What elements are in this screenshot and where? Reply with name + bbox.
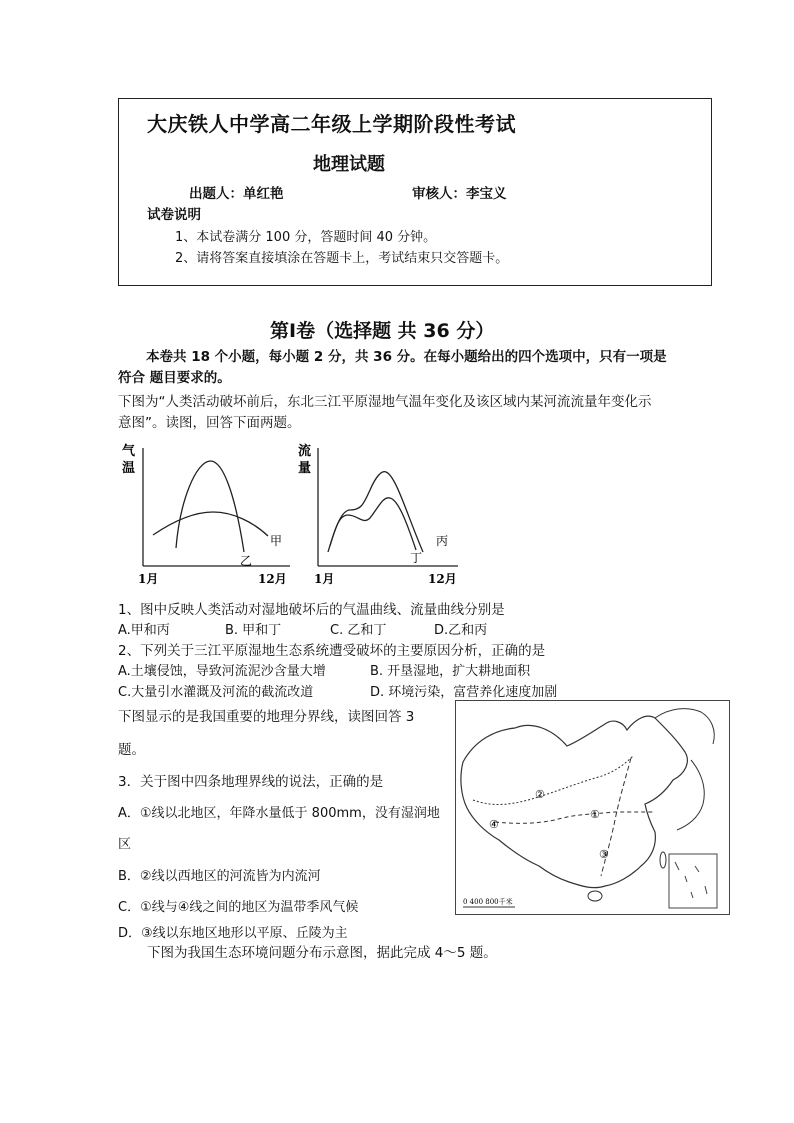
note-item: 2、请将答案直接填涂在答题卡上，考试结束只交答题卡。 (175, 251, 509, 266)
option: A.甲和丙 (118, 623, 170, 638)
temp-x-end: 12月 (258, 572, 287, 586)
option: B．②线以西地区的河流皆为内流河 (118, 869, 321, 884)
temp-curve-flat (153, 512, 268, 536)
intro-line: 本卷共 18 个小题，每小题 2 分，共 36 分。在每小题给出的四个选项中，只有一项是 (146, 349, 667, 365)
reviewer-label: 审核人：李宝义 (412, 186, 507, 202)
school-title: 大庆铁人中学高二年级上学期阶段性考试 (147, 112, 516, 136)
temp-ylabel-1: 气 (122, 444, 136, 459)
option: C.大量引水灌溉及河流的截流改道 (118, 685, 314, 700)
flow-ylabel-2: 量 (298, 461, 312, 476)
figure-temperature-flow (118, 440, 468, 590)
option: C．①线与④线之间的地区为温带季风气候 (118, 900, 359, 915)
flow-curve-double (328, 472, 423, 552)
option: A．①线以北地区，年降水量低于 800mm，没有湿润地 (118, 806, 440, 821)
temp-curve-peak (176, 461, 244, 552)
line-label-4: ④ (489, 818, 499, 831)
subject-title: 地理试题 (313, 154, 385, 175)
curve-label-jia: 甲 (270, 534, 283, 548)
passage-line: 下图为“人类活动破坏前后，东北三江平原湿地气温年变化及该区域内某河流流量年变化示 (118, 394, 652, 410)
flow-x-end: 12月 (428, 572, 457, 586)
curve-label-ding: 丁 (410, 551, 423, 565)
flow-chart (298, 443, 458, 586)
option: B. 开垦湿地，扩大耕地面积 (370, 664, 531, 679)
passage-line: 下图为我国生态环境问题分布示意图，据此完成 4～5 题。 (147, 945, 497, 961)
question-stem: 2、下列关于三江平原湿地生态系统遭受破坏的主要原因分析，正确的是 (118, 643, 546, 659)
note-item: 1、本试卷满分 100 分，答题时间 40 分钟。 (175, 230, 437, 245)
temp-ylabel-2: 温 (122, 461, 136, 476)
passage-line: 题。 (118, 742, 145, 758)
question-stem: 1、图中反映人类活动对湿地破坏后的气温曲线、流量曲线分别是 (118, 602, 505, 618)
passage-line: 意图”。读图，回答下面两题。 (118, 415, 301, 431)
temperature-chart (122, 443, 290, 586)
question-stem: 3．关于图中四条地理界线的说法，正确的是 (118, 774, 384, 790)
option: B. 甲和丁 (225, 623, 282, 638)
flow-x-start: 1月 (314, 572, 335, 586)
line-label-2: ② (535, 788, 545, 801)
china-boundary-map (455, 700, 731, 916)
passage-line: 下图显示的是我国重要的地理分界线，读图回答 3 (118, 709, 415, 725)
option: 区 (118, 837, 132, 852)
flow-curve-smooth (330, 498, 416, 550)
section-intro (118, 347, 698, 389)
scale-text: 0 400 800千米 (463, 898, 513, 906)
section-title: 第Ⅰ卷（选择题 共 36 分） (270, 320, 495, 342)
option: D．③线以东地区地形以平原、丘陵为主 (118, 926, 348, 941)
flow-ylabel-1: 流 (298, 444, 312, 459)
option: C. 乙和丁 (330, 623, 387, 638)
line-label-1: ① (590, 808, 600, 821)
temp-x-start: 1月 (138, 572, 159, 586)
notes-title: 试卷说明 (147, 207, 201, 223)
option: D. 环境污染，富营养化速度加剧 (370, 685, 558, 700)
curve-label-yi: 乙 (240, 554, 253, 568)
line-label-3: ③ (599, 848, 609, 861)
curve-label-bing: 丙 (436, 534, 449, 548)
author-label: 出题人：单红艳 (189, 186, 284, 202)
option: D.乙和丙 (434, 623, 488, 638)
option: A.土壤侵蚀，导致河流泥沙含量大增 (118, 664, 326, 679)
intro-line: 符合 题目要求的。 (118, 370, 231, 386)
